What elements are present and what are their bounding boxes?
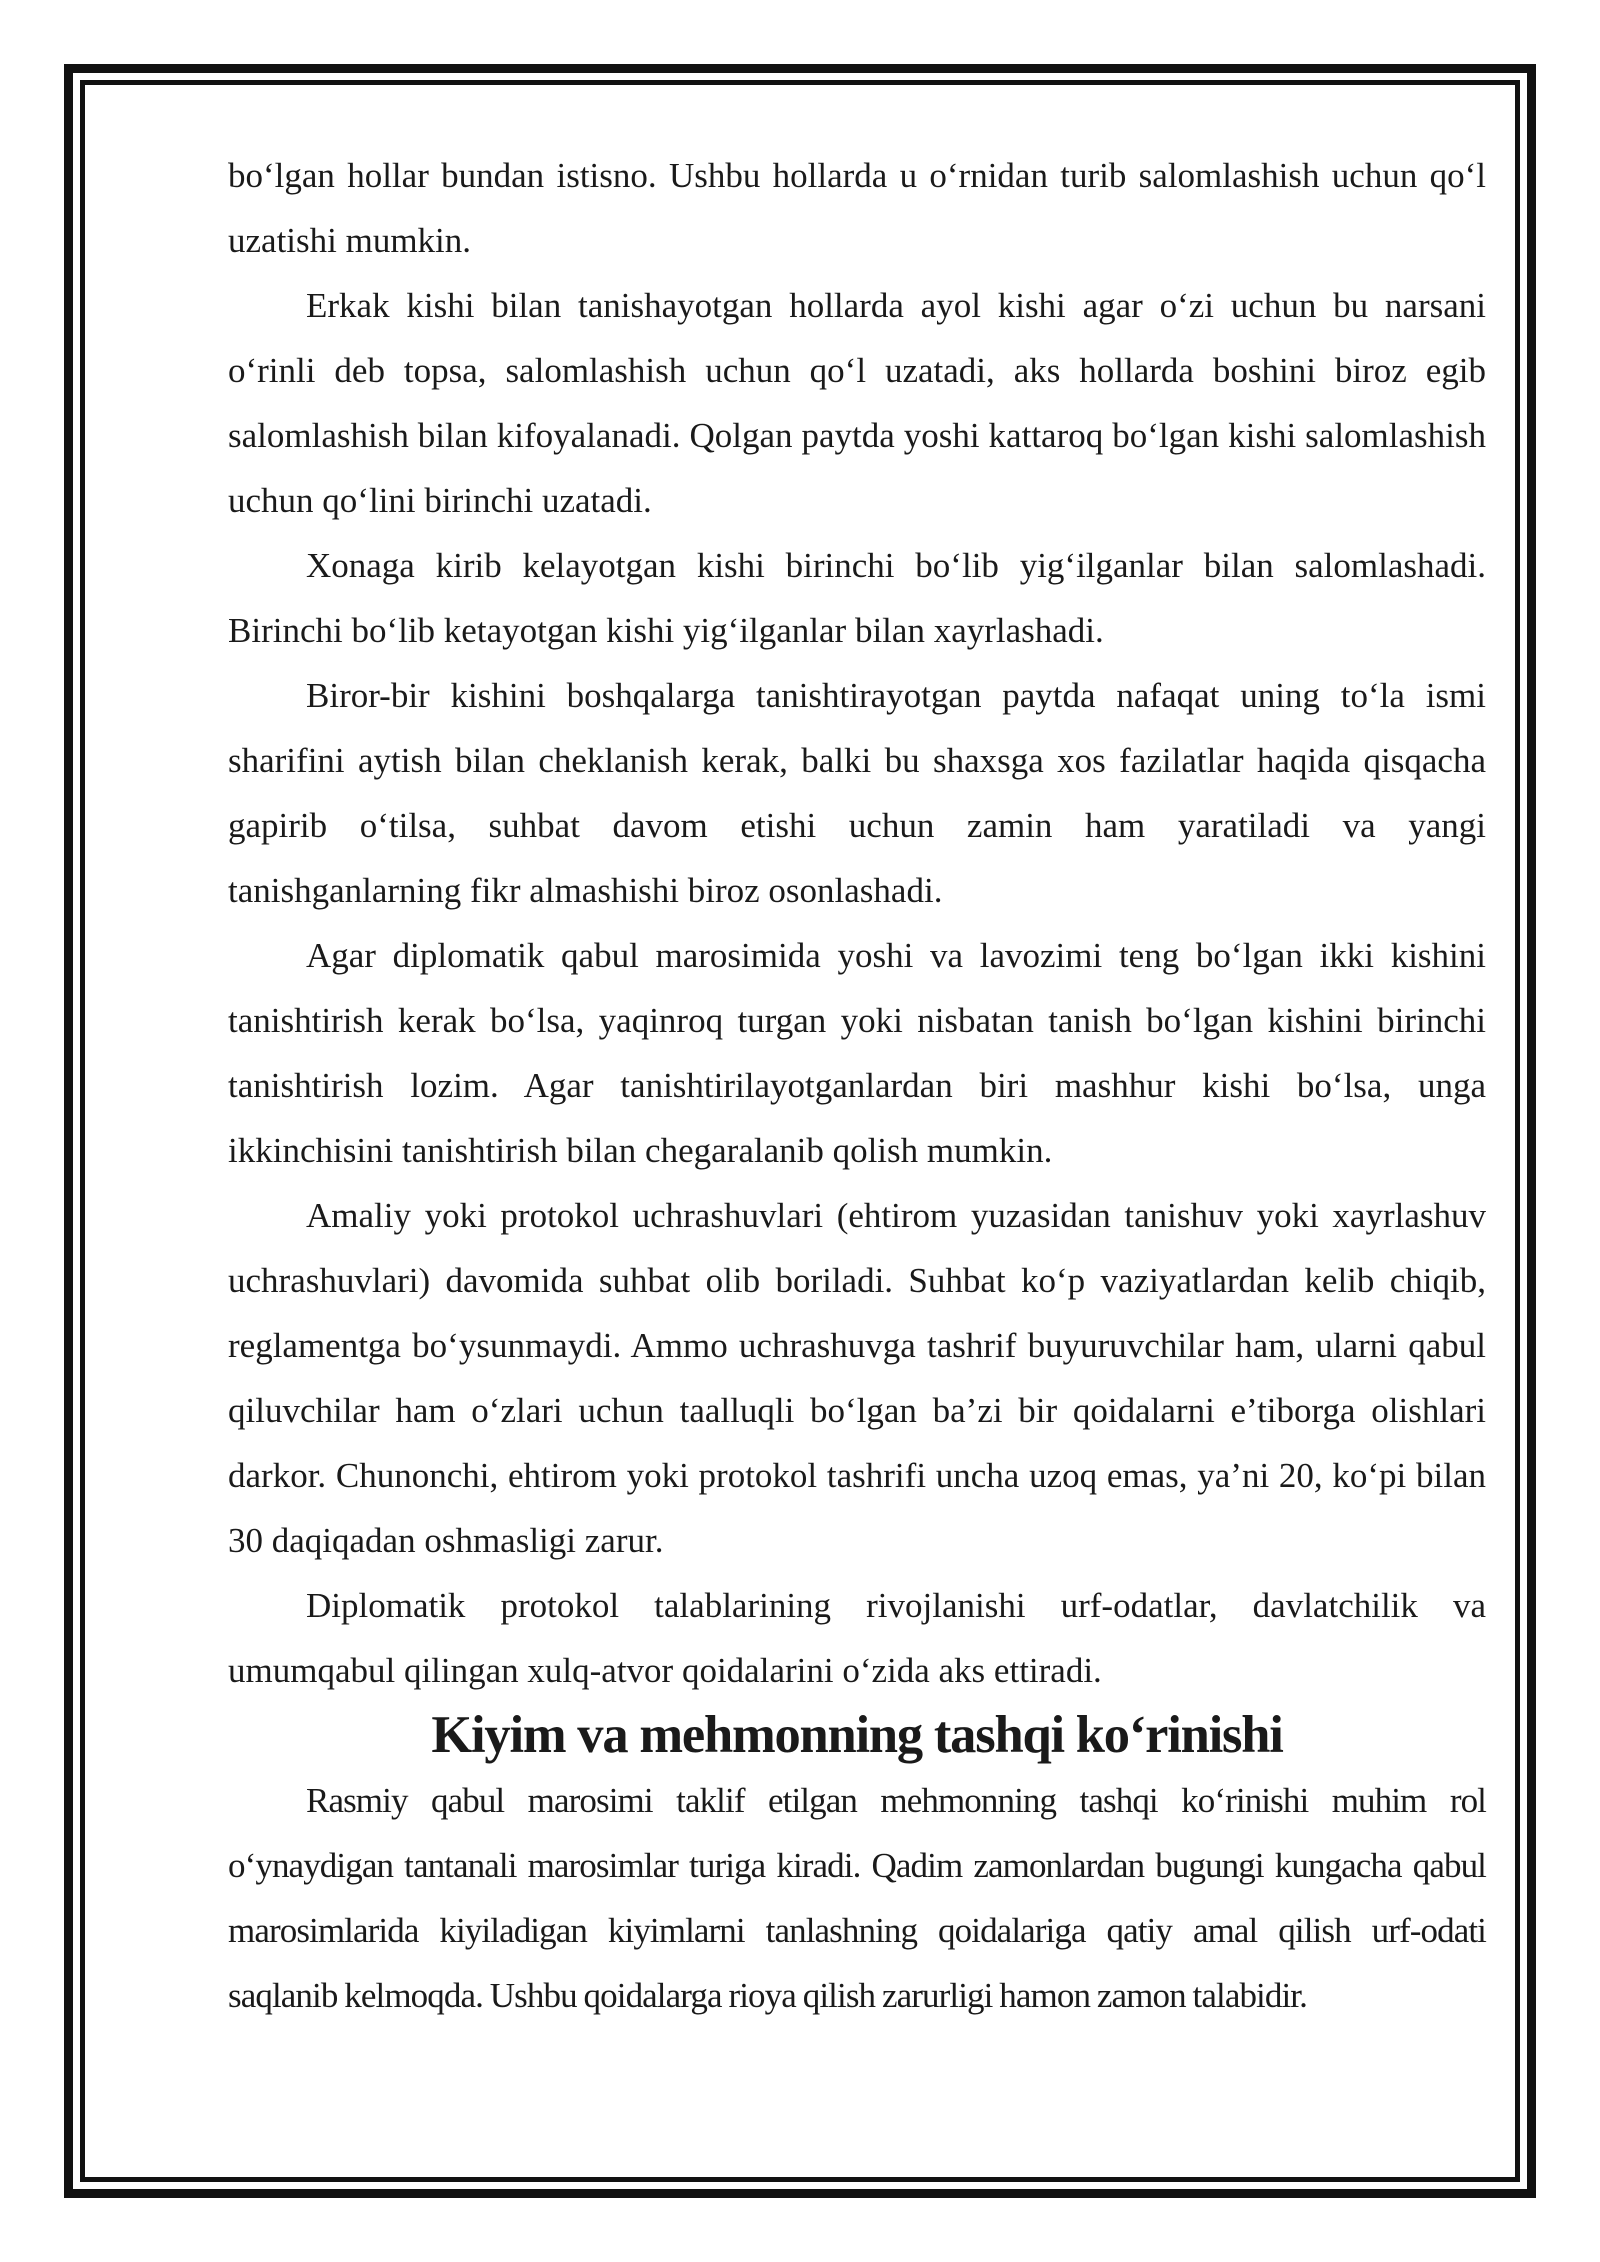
section-heading: Kiyim va mehmonning tashqi ko‘rinishi (431, 1706, 1283, 1764)
paragraph-protocol-meetings: Amaliy yoki protokol uchrashuvlari (ehtirom yuzasidan tanishuv yoki xayrlashuv uchrashuvlari) davomida suhbat olib boriladi. Suhbat ko‘p vaziyatlardan kelib chiqib, reglamentga bo‘ysunmaydi. Ammo uchrashuvga tashrif buyuruvchilar ham, ularni qabul qiluvchilar ham o‘zlari uchun taalluqli bo‘lgan ba’zi bir qoidalarni e’tiborga olishlari darkor. Chunonchi, ehtirom yoki protokol tashrifi uncha uzoq emas, ya’ni 20, ko‘pi bilan 30 daqiqadan oshmasligi zarur. (228, 1196, 1486, 1560)
paragraph-entering-room: Xonaga kirib kelayotgan kishi birinchi bo‘lib yig‘ilganlar bilan salomlashadi. Birinchi bo‘lib ketayotgan kishi yig‘ilganlar bilan xayrlashadi. (228, 546, 1486, 650)
paragraph-continuation: bo‘lgan hollar bundan istisno. Ushbu hollarda u o‘rnidan turib salomlashish uchun qo‘l uzatishi mumkin. (228, 156, 1486, 260)
paragraph-protocol-requirements: Diplomatik protokol talablarining rivojlanishi urf-odatlar, davlatchilik va umumqabul qilingan xulq-atvor qoidalarini o‘zida aks ettiradi. (228, 1586, 1486, 1690)
paragraph-diplomatic-reception: Agar diplomatik qabul marosimida yoshi va lavozimi teng bo‘lgan ikki kishini tanishtirish kerak bo‘lsa, yaqinroq turgan yoki nisbatan tanish bo‘lgan kishini birinchi tanishtirish lozim. Agar tanishtirilayotganlardan biri mashhur kishi bo‘lsa, unga ikkinchisini tanishtirish bilan chegaralanib qolish mumkin. (228, 936, 1486, 1170)
page-content (228, 143, 1486, 2028)
paragraph-handshake-woman: Erkak kishi bilan tanishayotgan hollarda ayol kishi agar o‘zi uchun bu narsani o‘rinli deb topsa, salomlashish uchun qo‘l uzatadi, aks hollarda boshini biroz egib salomlashish bilan kifoyalanadi. Qolgan paytda yoshi kattaroq bo‘lgan kishi salomlashish uchun qo‘lini birinchi uzatadi. (228, 286, 1486, 520)
paragraph-attire: Rasmiy qabul marosimi taklif etilgan mehmonning tashqi ko‘rinishi muhim rol o‘ynaydigan tantanali marosimlar turiga kiradi. Qadim zamonlardan bugungi kungacha qabul marosimlarida kiyiladigan kiyimlarni tanlashning qoidalariga qatiy amal qilish urf-odati saqlanib kelmoqda. Ushbu qoidalarga rioya qilish zarurligi hamon zamon talabidir. (228, 1781, 1486, 2015)
paragraph-introductions: Biror-bir kishini boshqalarga tanishtirayotgan paytda nafaqat uning to‘la ismi sharifini aytish bilan cheklanish kerak, balki bu shaxsga xos fazilatlar haqida qisqacha gapirib o‘tilsa, suhbat davom etishi uchun zamin ham yaratiladi va yangi tanishganlarning fikr almashishi biroz osonlashadi. (228, 676, 1486, 910)
